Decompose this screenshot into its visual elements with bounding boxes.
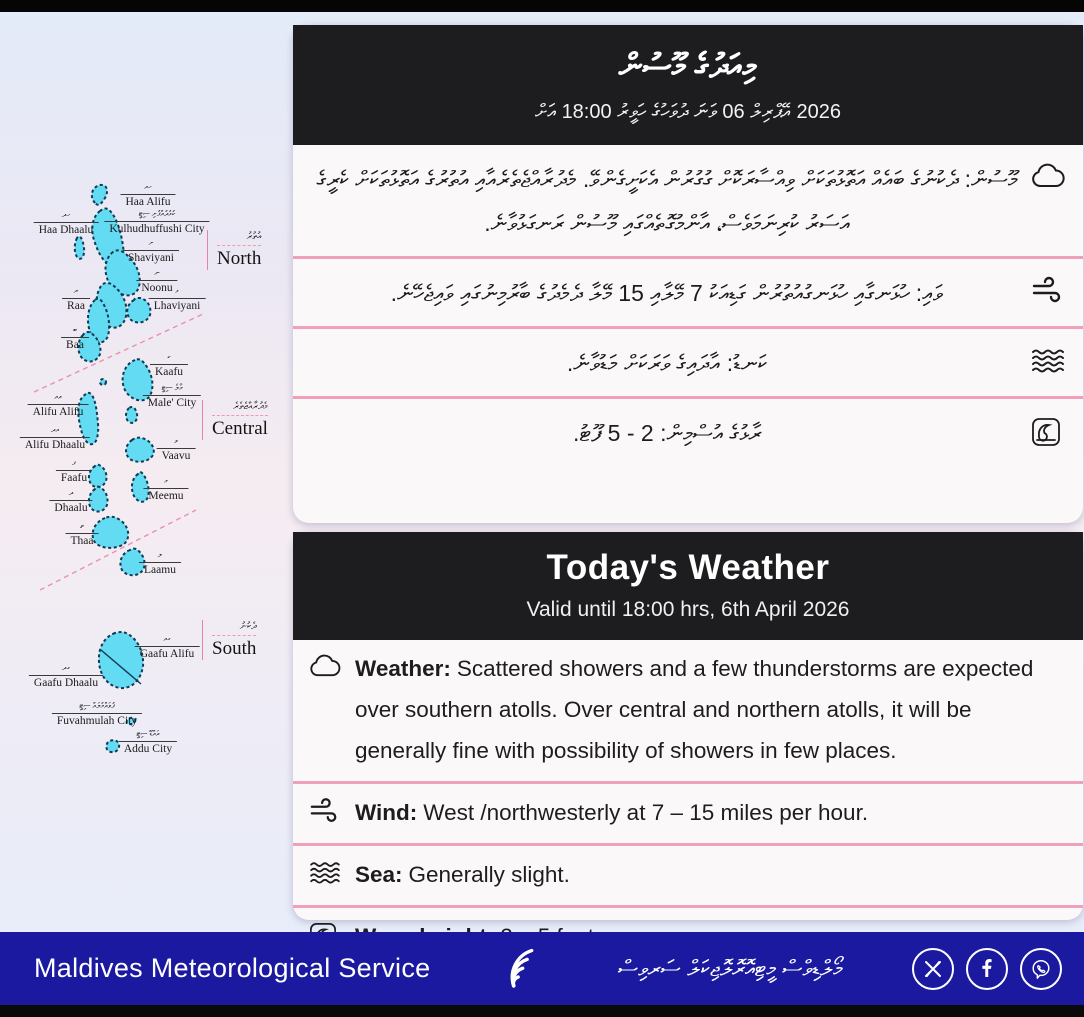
map-label-name: Alifu Alifu: [28, 404, 89, 419]
english-weather-text: [355, 649, 1065, 772]
map-label-name: Laamu: [139, 562, 181, 577]
sea-waves-icon: [309, 860, 343, 884]
map-label-thaana: ޅ: [175, 286, 179, 295]
mms-logo-icon: [498, 941, 548, 996]
map-label-thaana: މ: [164, 476, 168, 485]
atoll-shapes: [0, 0, 293, 935]
cloud-icon: [309, 654, 343, 678]
map-label-shaviyani: [123, 238, 179, 266]
wind-icon: [1031, 277, 1067, 303]
english-wind-row: [293, 784, 1083, 843]
map-label-thaana: ކ: [167, 352, 171, 361]
row-value: Generally slight.: [408, 861, 570, 887]
map-label-kulhudhuffushi-city: [104, 209, 209, 237]
dhivehi-sea-text: ކަނޑު: އާދައިގެ ވަރަކަށް މަޑުވާނެ.: [566, 350, 768, 377]
dhivehi-sea-row: [293, 329, 1083, 396]
map-label-gaafu-dhaalu: [29, 663, 103, 691]
map-label-name: Kulhudhuffushi City: [104, 221, 209, 236]
social-icons: [912, 948, 1062, 990]
map-label-thaana: މާލެ ސިޓީ: [161, 383, 183, 392]
bottom-black-strip: [0, 1005, 1084, 1017]
map-label-thaana: ގދ: [61, 663, 71, 672]
map-label-name: Fuvahmulah City: [52, 713, 142, 728]
map-label-thaana: ލ: [157, 550, 163, 559]
map-label-male-city: [143, 383, 201, 411]
english-card-header: [293, 532, 1083, 640]
map-label-raa: [62, 286, 90, 314]
wind-icon: [309, 798, 343, 823]
english-weather-row: [293, 640, 1083, 781]
map-label-thaana: ހއ: [144, 182, 152, 191]
english-title: Today's Weather: [546, 548, 830, 587]
map-label-thaana: ބ: [73, 325, 77, 334]
dhivehi-title: މިއަދުގެ މޫސުން: [618, 47, 758, 84]
row-label: Wind:: [355, 799, 418, 825]
viber-icon[interactable]: [1020, 948, 1062, 990]
map-region-thaana: މެދުރާއްޖެތެރެ: [212, 400, 268, 416]
map-label-name: Raa: [62, 298, 90, 313]
map-label-haa-dhaalu: [34, 210, 99, 238]
map-region-south: [202, 620, 256, 660]
map-label-name: Vaavu: [157, 448, 196, 463]
map-label-haa-alifu: [120, 182, 175, 210]
map-label-thaana: ކުޅުދުއްފުށި ސިޓީ: [138, 209, 176, 218]
dhivehi-weather-row: [293, 145, 1083, 257]
maldives-map: [0, 0, 293, 935]
map-label-addu-city: [119, 729, 177, 757]
map-label-name: Shaviyani: [123, 250, 179, 265]
cloud-icon: [1031, 163, 1067, 189]
facebook-icon[interactable]: [966, 948, 1008, 990]
map-label-meemu: [143, 476, 188, 504]
map-label-thaana: ށ: [148, 238, 154, 247]
map-label-lhaviyani: [149, 286, 206, 314]
map-label-name: Faafu: [56, 470, 92, 485]
row-label: Weather:: [355, 656, 451, 681]
map-label-thaana: ހދ: [61, 210, 71, 219]
map-label-name: Male' City: [143, 395, 201, 410]
map-label-name: Haa Alifu: [120, 194, 175, 209]
map-label-thaana: ރ: [73, 286, 79, 295]
map-label-name: Haa Dhaalu: [34, 222, 99, 237]
english-wind-text: [355, 793, 1065, 834]
map-label-thaana: ގއ: [163, 634, 171, 643]
map-region-central: [202, 400, 268, 440]
map-label-name: Noonu: [136, 280, 177, 295]
map-label-thaana: ވ: [174, 436, 178, 445]
dhivehi-wind-row: [293, 259, 1083, 326]
map-label-name: Lhaviyani: [149, 298, 206, 313]
map-label-dhaalu: [49, 488, 92, 516]
map-label-thaana: ފ: [72, 458, 76, 467]
map-region-thaana: އުތުރު: [217, 230, 261, 246]
map-label-name: Alifu Dhaalu: [20, 437, 90, 452]
dhivehi-weather-text: މޫސުން: ދެކުނުގެ ބައެއް އަތޮޅުތަކަށް ވިއްސާރަކޮށް ގުގުރުން އެކަށީގެންވޭ. މެދުރާއްޖެތެރެއާއި އުތުރުގެ އަތޮޅުތަކަށް ކެރީގެ އަސަރު ކުރިނަމަވެސް، އާންމުގޮތެއްގައި މޫސުން ރަނގަޅުވާނެ.: [316, 165, 1018, 237]
map-label-baa: [61, 325, 89, 353]
map-region-name: Central: [212, 418, 268, 439]
map-label-thaana: އއ: [54, 392, 62, 401]
map-label-name: Baa: [61, 337, 89, 352]
map-label-gaafu-alifu: [135, 634, 200, 662]
map-label-name: Dhaalu: [49, 500, 92, 515]
map-region-name: South: [212, 638, 257, 659]
sea-waves-icon: [1031, 347, 1067, 373]
map-label-thaana: ދ: [68, 488, 74, 497]
dhivehi-card-header: [293, 25, 1083, 145]
map-label-kaafu: [150, 352, 188, 380]
map-label-name: Meemu: [143, 488, 188, 503]
map-label-name: Addu City: [119, 741, 177, 756]
map-label-name: Gaafu Dhaalu: [29, 675, 103, 690]
map-label-name: Kaafu: [150, 364, 188, 379]
row-value: Scattered showers and a few thunderstorms are expected over southern atolls. Over central and northern atolls, it will be generally fine with possibility of showers in few places.: [355, 656, 1034, 763]
org-name-english: Maldives Meteorological Service: [34, 953, 431, 983]
english-forecast-card: [293, 532, 1083, 920]
dhivehi-wave-row: [293, 399, 1083, 466]
row-value: West /northwesterly at 7 – 15 miles per hour.: [423, 799, 869, 825]
dhivehi-wave-text: ރާޅުގެ އުސްމިން: 2 - 5 ފޫޓު.: [573, 419, 761, 446]
english-sea-row: [293, 846, 1083, 905]
map-label-faafu: [56, 458, 92, 486]
english-sea-text: [355, 855, 1065, 896]
map-label-thaana: ތ: [79, 521, 84, 530]
x-icon[interactable]: [912, 948, 954, 990]
map-region-name: North: [217, 248, 262, 269]
map-label-fuvahmulah-city: [52, 701, 142, 729]
map-label-alifu-alifu: [28, 392, 89, 420]
dhivehi-valid-until: 2026 އޭޕްރިލް 06 ވަނަ ދުވަހުގެ ހަވީރު 18:00 އަށް: [535, 100, 841, 123]
map-label-thaana: އައްޑޫ ސިޓީ: [136, 729, 160, 738]
map-label-thaa: [66, 521, 99, 549]
footer-bar: [0, 932, 1084, 1005]
map-label-laamu: [139, 550, 181, 578]
map-label-name: Thaa: [66, 533, 99, 548]
map-label-name: Gaafu Alifu: [135, 646, 200, 661]
dhivehi-wind-text: ވައި: ހުޅަނގާއި ހުޅަނގުއުތުރުން ގަޑިއަކު 7 މޭލާއި 15 މޭލާ ދެމެދުގެ ބާރުމިނުގައި ވައިޖެހޭނެ.: [390, 280, 944, 307]
map-label-thaana: ފުވައްމުލައް ސިޓީ: [79, 701, 115, 710]
map-label-thaana: އދ: [50, 425, 60, 434]
dhivehi-forecast-card: [293, 25, 1083, 523]
wave-height-icon: [1031, 417, 1067, 447]
map-region-thaana: ދެކުނު: [212, 620, 256, 636]
org-name-dhivehi: މޯލްޑިވްސް މީޓިއޮރޮލޮޖިކަލް ސަރވިސް: [617, 955, 843, 982]
map-region-north: [207, 230, 261, 270]
map-label-vaavu: [157, 436, 196, 464]
map-label-thaana: ނ: [154, 268, 160, 277]
row-label: Sea:: [355, 861, 403, 887]
map-label-alifu-dhaalu: [20, 425, 90, 453]
english-valid-until: Valid until 18:00 hrs, 6th April 2026: [526, 598, 850, 621]
